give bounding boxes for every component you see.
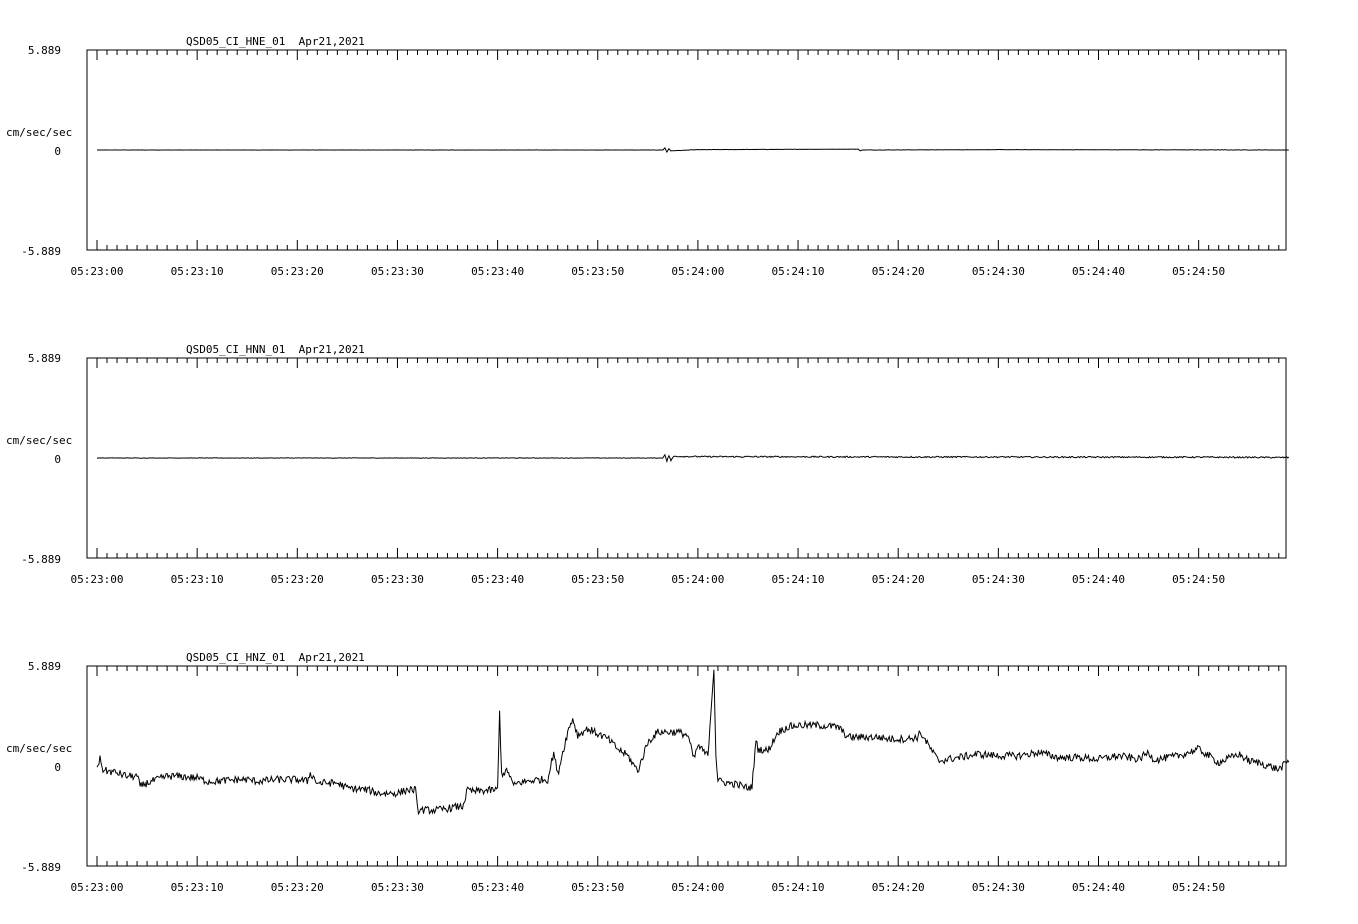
x-tick-label: 05:24:10: [771, 265, 825, 278]
y-axis-label: cm/sec/sec: [6, 742, 73, 755]
x-tick-label: 05:23:40: [471, 573, 525, 586]
x-tick-label: 05:24:00: [671, 573, 725, 586]
panel-title: QSD05_CI_HNE_01 Apr21,2021: [186, 35, 365, 48]
panel-title: QSD05_CI_HNZ_01 Apr21,2021: [186, 651, 365, 664]
x-tick-label: 05:23:50: [571, 573, 625, 586]
x-tick-label: 05:23:30: [370, 573, 424, 586]
x-tick-label: 05:23:50: [571, 881, 625, 894]
panel-hnz: [6, 651, 1289, 894]
x-tick-label: 05:24:50: [1172, 265, 1226, 278]
x-tick-label: 05:24:40: [1072, 881, 1125, 894]
panel-hnn: [6, 343, 1289, 586]
x-tick-label: 05:24:00: [671, 881, 725, 894]
x-tick-label: 05:23:20: [270, 265, 324, 278]
x-tick-labels: [71, 573, 1226, 586]
x-tick-label: 05:23:50: [571, 265, 625, 278]
x-tick-label: 05:23:30: [370, 265, 424, 278]
x-tick-label: 05:23:20: [270, 573, 324, 586]
x-tick-label: 05:24:30: [971, 265, 1025, 278]
trace-hnn: [97, 455, 1289, 462]
x-tick-label: 05:23:30: [370, 881, 424, 894]
x-tick-label: 05:24:00: [671, 265, 725, 278]
trace-hne: [97, 148, 1289, 152]
x-tick-label: 05:24:20: [871, 881, 925, 894]
y-tick-label-zero: 0: [54, 145, 61, 158]
x-tick-label: 05:23:00: [70, 881, 124, 894]
x-tick-label: 05:24:10: [771, 881, 825, 894]
y-axis-label: cm/sec/sec: [6, 434, 73, 447]
y-tick-label-zero: 0: [54, 453, 61, 466]
panel-title: QSD05_CI_HNN_01 Apr21,2021: [186, 343, 365, 356]
x-tick-label: 05:23:00: [70, 265, 124, 278]
y-tick-label-top: 5.889: [27, 44, 61, 57]
x-tick-label: 05:24:50: [1172, 573, 1226, 586]
y-tick-label-top: 5.889: [27, 352, 61, 365]
x-tick-label: 05:23:20: [270, 881, 324, 894]
x-tick-label: 05:24:30: [971, 573, 1025, 586]
y-tick-label-bottom: -5.889: [21, 245, 61, 258]
panel-hne: [6, 35, 1289, 278]
x-tick-labels: [71, 265, 1226, 278]
x-tick-label: 05:23:10: [170, 881, 224, 894]
y-tick-label-zero: 0: [54, 761, 61, 774]
x-tick-label: 05:23:10: [170, 265, 224, 278]
y-axis-label: cm/sec/sec: [6, 126, 73, 139]
y-tick-label-top: 5.889: [27, 660, 61, 673]
x-tick-label: 05:23:40: [471, 881, 525, 894]
x-tick-label: 05:24:50: [1172, 881, 1226, 894]
x-tick-label: 05:24:20: [871, 265, 925, 278]
x-tick-label: 05:24:30: [971, 881, 1025, 894]
x-tick-label: 05:23:10: [170, 573, 224, 586]
tick-marks: [97, 666, 1279, 866]
x-tick-label: 05:23:00: [70, 573, 124, 586]
x-tick-label: 05:24:40: [1072, 573, 1125, 586]
y-tick-label-bottom: -5.889: [21, 553, 61, 566]
x-tick-label: 05:24:20: [871, 573, 925, 586]
x-tick-label: 05:24:40: [1072, 265, 1125, 278]
x-tick-labels: [71, 881, 1226, 894]
x-tick-label: 05:24:10: [771, 573, 825, 586]
x-tick-label: 05:23:40: [471, 265, 525, 278]
plot-frame: [87, 666, 1286, 866]
y-tick-label-bottom: -5.889: [21, 861, 61, 874]
trace-hnz: [97, 670, 1289, 814]
